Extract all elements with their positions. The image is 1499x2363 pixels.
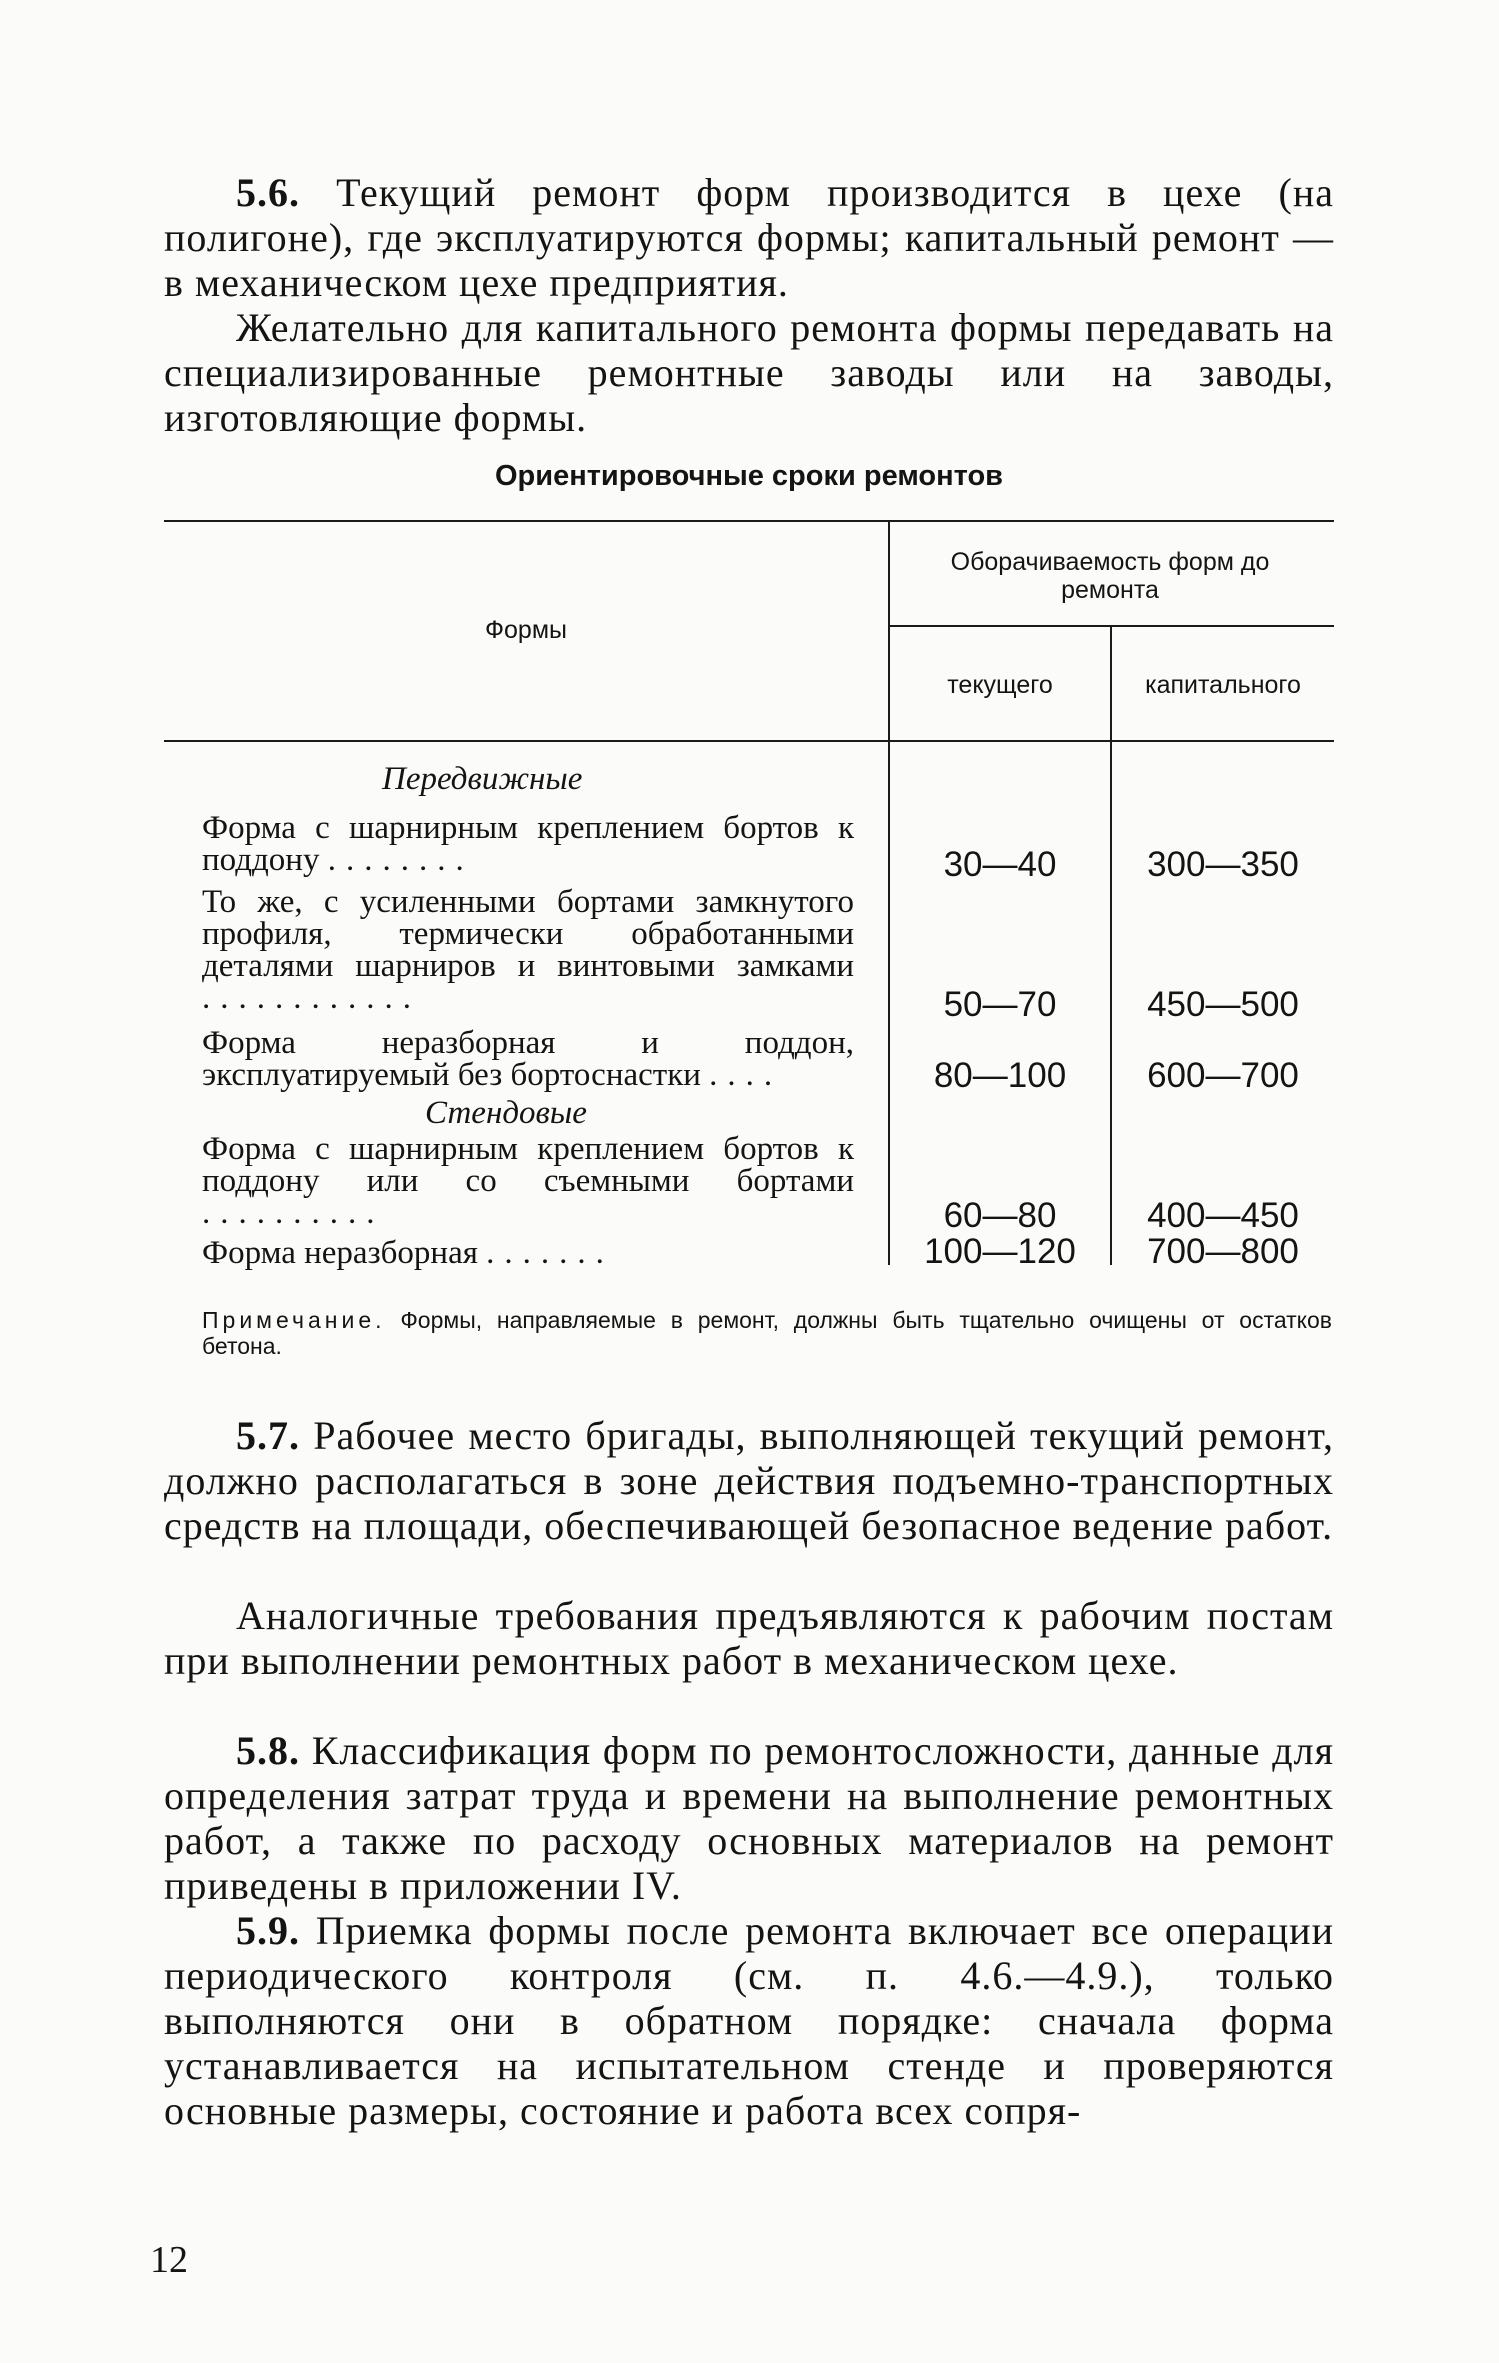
section-stand: Стендовые (425, 1095, 587, 1131)
page-number: 12 (150, 2239, 188, 2281)
table-cell-current: 50—70 (943, 985, 1057, 1024)
note-label: Примечание. (202, 1307, 386, 1333)
table-title: Ориентировочные сроки ремонтов (494, 460, 1004, 492)
header-bottom-rule (164, 740, 1334, 742)
table-cell-capital: 700—800 (1147, 1232, 1299, 1271)
paragraph-number: 5.9. (236, 1908, 300, 1953)
paragraph-number: 5.7. (236, 1413, 300, 1458)
paragraph-text: Классификация форм по ремонтосложности, данные для определения затрат труда и времени на выполнение ремонтных работ, а также по расходу основных материалов на ремонт приведены в приложении IV. (164, 1728, 1334, 1908)
header-forms: Формы (485, 616, 567, 644)
table-cell-current: 100—120 (924, 1232, 1076, 1271)
header-group-rule (890, 625, 1334, 627)
table-cell-current: 80—100 (933, 1056, 1067, 1095)
note-text: Формы, направляемые в ремонт, должны быть тщательно очищены от остатков бетона. (202, 1307, 1332, 1359)
paragraph-5-8 (164, 1728, 1334, 1908)
paragraph-text: Рабочее место бригады, выполняющей текущий ремонт, должно располагаться в зоне действия подъемно-транспортных средств на площади, обеспечивающей безопасное ведение работ. (164, 1413, 1334, 1548)
paragraph-number: 5.8. (236, 1728, 300, 1773)
paragraph-text: Текущий ремонт форм производится в цехе (на полигоне), где эксплуатируются формы; капитальный ремонт — в механическом цехе предприятия. (164, 170, 1334, 305)
table-top-rule (164, 520, 1334, 522)
header-turnover-group: Оборачиваемость форм до ремонта (950, 548, 1270, 604)
table-cell-capital: 400—450 (1147, 1196, 1299, 1235)
table-row-label: Форма с шарнирным креплением бортов к поддону ........ (202, 810, 854, 878)
table-row-label: Форма неразборная ....... (202, 1235, 614, 1271)
table-row-label: Форма с шарнирным креплением бортов к поддону или со съемными бортами .......... (202, 1131, 854, 1231)
table-note (202, 1307, 1332, 1359)
table-row-label: То же, с усиленными бортами замкнутого профиля, термически обработанными деталями шарниров и винтовыми замками ............ (202, 884, 854, 1016)
paragraph-number: 5.6. (236, 170, 300, 215)
paragraph-text: Приемка формы после ремонта включает все операции периодического контроля (см. п. 4.6.—4.9.), только выполняются они в обратном порядке: сначала форма устанавливается на испытательном стенде и проверяются основные размеры, состояние и работа всех сопря- (164, 1908, 1334, 2133)
column-divider-forms (888, 520, 890, 1265)
paragraph-text: Аналогичные требования предъявляются к рабочим постам при выполнении ремонтных работ в механическом цехе. (164, 1593, 1334, 1683)
table-cell-capital: 450—500 (1147, 985, 1299, 1024)
paragraph-5-7-continued (164, 1593, 1334, 1683)
table-cell-current: 30—40 (943, 845, 1057, 884)
paragraph-5-6-continued (164, 305, 1334, 440)
paragraph-5-9 (164, 1908, 1334, 2133)
paragraph-5-6 (164, 170, 1334, 305)
paragraph-5-7 (164, 1413, 1334, 1548)
header-current: текущего (947, 671, 1053, 699)
table-cell-capital: 600—700 (1147, 1056, 1299, 1095)
table-cell-capital: 300—350 (1147, 845, 1299, 884)
table-cell-current: 60—80 (943, 1196, 1057, 1235)
paragraph-text: Желательно для капитального ремонта формы передавать на специализированные ремонтные заводы или на заводы, изготовляющие формы. (164, 305, 1334, 440)
column-divider-values (1110, 625, 1112, 1265)
header-capital: капитального (1145, 671, 1301, 699)
table-row-label: Форма неразборная и поддон, эксплуатируемый без бортоснастки .... (202, 1025, 854, 1093)
section-mobile: Передвижные (382, 761, 583, 797)
